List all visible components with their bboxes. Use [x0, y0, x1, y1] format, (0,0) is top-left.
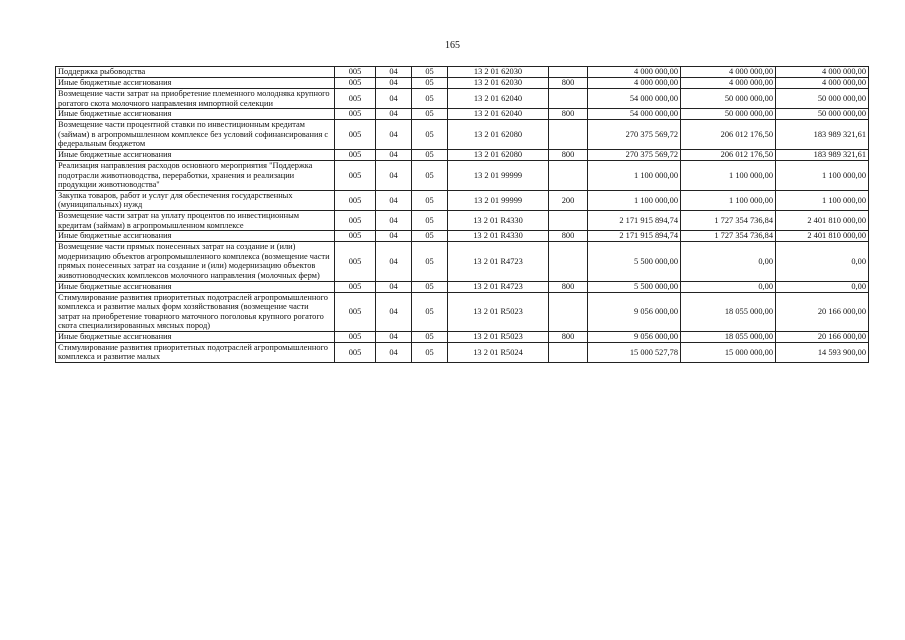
- cell-name: Иные бюджетные ассигнования: [56, 281, 335, 292]
- table-row: [56, 210, 869, 230]
- cell-year-2: 206 012 176,50: [681, 149, 776, 160]
- cell-ministry: 005: [335, 78, 376, 89]
- table-row: [56, 120, 869, 150]
- cell-subsection: 05: [412, 242, 448, 281]
- cell-target: 13 2 01 62040: [448, 89, 549, 109]
- cell-name: Стимулирование развития приоритетных подотраслей агропромышленного комплекса и развитие малых: [56, 342, 335, 362]
- cell-year-1: 1 100 000,00: [588, 190, 681, 210]
- cell-expense-type: 800: [549, 109, 588, 120]
- cell-year-1: 270 375 569,72: [588, 149, 681, 160]
- cell-expense-type: 800: [549, 231, 588, 242]
- table-row: [56, 160, 869, 190]
- table-row: [56, 331, 869, 342]
- cell-year-1: 54 000 000,00: [588, 89, 681, 109]
- table-row: [56, 149, 869, 160]
- cell-subsection: 05: [412, 281, 448, 292]
- cell-name: Реализация направления расходов основного мероприятия "Поддержка подотрасли животноводства, переработки, хранения и реализации продукции животноводства": [56, 160, 335, 190]
- table-row: [56, 281, 869, 292]
- cell-year-3: 183 989 321,61: [776, 149, 869, 160]
- cell-expense-type: [549, 210, 588, 230]
- cell-year-3: 14 593 900,00: [776, 342, 869, 362]
- cell-year-1: 5 500 000,00: [588, 242, 681, 281]
- cell-ministry: 005: [335, 210, 376, 230]
- cell-ministry: 005: [335, 149, 376, 160]
- cell-subsection: 05: [412, 109, 448, 120]
- cell-year-1: 9 056 000,00: [588, 292, 681, 331]
- cell-year-3: 20 166 000,00: [776, 292, 869, 331]
- cell-year-1: 5 500 000,00: [588, 281, 681, 292]
- cell-ministry: 005: [335, 190, 376, 210]
- cell-ministry: 005: [335, 292, 376, 331]
- cell-ministry: 005: [335, 331, 376, 342]
- cell-expense-type: [549, 160, 588, 190]
- cell-expense-type: [549, 292, 588, 331]
- cell-year-2: 206 012 176,50: [681, 120, 776, 150]
- cell-year-1: 2 171 915 894,74: [588, 231, 681, 242]
- cell-year-3: 50 000 000,00: [776, 109, 869, 120]
- cell-target: 13 2 01 R4330: [448, 210, 549, 230]
- cell-ministry: 005: [335, 120, 376, 150]
- cell-year-3: 4 000 000,00: [776, 67, 869, 78]
- cell-target: 13 2 01 62040: [448, 109, 549, 120]
- cell-section: 04: [376, 231, 412, 242]
- table-row: [56, 109, 869, 120]
- cell-subsection: 05: [412, 149, 448, 160]
- page-number: 165: [445, 40, 460, 51]
- cell-year-3: 1 100 000,00: [776, 160, 869, 190]
- cell-target: 13 2 01 R5024: [448, 342, 549, 362]
- cell-ministry: 005: [335, 89, 376, 109]
- cell-subsection: 05: [412, 210, 448, 230]
- cell-name: Поддержка рыбоводства: [56, 67, 335, 78]
- cell-year-3: 20 166 000,00: [776, 331, 869, 342]
- cell-target: 13 2 01 62080: [448, 149, 549, 160]
- cell-year-3: 0,00: [776, 281, 869, 292]
- cell-subsection: 05: [412, 78, 448, 89]
- cell-section: 04: [376, 292, 412, 331]
- cell-subsection: 05: [412, 160, 448, 190]
- cell-year-2: 1 727 354 736,84: [681, 210, 776, 230]
- cell-year-2: 18 055 000,00: [681, 292, 776, 331]
- cell-year-1: 15 000 527,78: [588, 342, 681, 362]
- table-row: [56, 292, 869, 331]
- cell-name: Иные бюджетные ассигнования: [56, 331, 335, 342]
- table-row: [56, 89, 869, 109]
- cell-expense-type: [549, 89, 588, 109]
- cell-year-3: 2 401 810 000,00: [776, 231, 869, 242]
- cell-subsection: 05: [412, 120, 448, 150]
- cell-year-2: 50 000 000,00: [681, 109, 776, 120]
- cell-section: 04: [376, 190, 412, 210]
- cell-name: Возмещение части затрат на приобретение племенного молодняка крупного рогатого скота молочного направления импортной селекции: [56, 89, 335, 109]
- cell-expense-type: 200: [549, 190, 588, 210]
- cell-target: 13 2 01 R4330: [448, 231, 549, 242]
- cell-section: 04: [376, 242, 412, 281]
- cell-year-1: 2 171 915 894,74: [588, 210, 681, 230]
- cell-year-2: 4 000 000,00: [681, 67, 776, 78]
- cell-name: Иные бюджетные ассигнования: [56, 78, 335, 89]
- cell-ministry: 005: [335, 160, 376, 190]
- table-row: [56, 231, 869, 242]
- cell-name: Закупка товаров, работ и услуг для обеспечения государственных (муниципальных) нужд: [56, 190, 335, 210]
- cell-subsection: 05: [412, 190, 448, 210]
- cell-target: 13 2 01 R4723: [448, 242, 549, 281]
- cell-name: Стимулирование развития приоритетных подотраслей агропромышленного комплекса и развитие малых форм хозяйствования (возмещение части затрат на приобретение товарного маточного поголовья крупного рогатого скота специализированных мясных пород): [56, 292, 335, 331]
- cell-name: Возмещение части процентной ставки по инвестиционным кредитам (займам) в агропромышленном комплексе без условий софинансирования с федеральным бюджетом: [56, 120, 335, 150]
- cell-target: 13 2 01 99999: [448, 160, 549, 190]
- cell-year-3: 2 401 810 000,00: [776, 210, 869, 230]
- cell-ministry: 005: [335, 342, 376, 362]
- cell-subsection: 05: [412, 67, 448, 78]
- cell-year-1: 4 000 000,00: [588, 67, 681, 78]
- cell-name: Возмещение части затрат на уплату процентов по инвестиционным кредитам (займам) в агропромышленном комплексе: [56, 210, 335, 230]
- cell-year-1: 9 056 000,00: [588, 331, 681, 342]
- cell-year-2: 15 000 000,00: [681, 342, 776, 362]
- cell-expense-type: 800: [549, 331, 588, 342]
- cell-name: Иные бюджетные ассигнования: [56, 109, 335, 120]
- cell-expense-type: 800: [549, 281, 588, 292]
- budget-table: [55, 66, 869, 363]
- cell-section: 04: [376, 149, 412, 160]
- cell-subsection: 05: [412, 342, 448, 362]
- cell-target: 13 2 01 R5023: [448, 331, 549, 342]
- cell-ministry: 005: [335, 109, 376, 120]
- table-row: [56, 190, 869, 210]
- cell-section: 04: [376, 342, 412, 362]
- cell-year-1: 4 000 000,00: [588, 78, 681, 89]
- cell-target: 13 2 01 62030: [448, 78, 549, 89]
- cell-subsection: 05: [412, 231, 448, 242]
- cell-target: 13 2 01 R5023: [448, 292, 549, 331]
- cell-name: Иные бюджетные ассигнования: [56, 231, 335, 242]
- cell-ministry: 005: [335, 242, 376, 281]
- table-row: [56, 78, 869, 89]
- cell-expense-type: [549, 342, 588, 362]
- cell-target: 13 2 01 62080: [448, 120, 549, 150]
- table-row: [56, 67, 869, 78]
- cell-year-1: 270 375 569,72: [588, 120, 681, 150]
- cell-year-3: 0,00: [776, 242, 869, 281]
- cell-name: Возмещение части прямых понесенных затрат на создание и (или) модернизацию объектов агропромышленного комплекса (возмещение части прямых понесенных затрат на создание и (или) модернизацию объектов животноводческих комплексов молочного направления (молочных ферм): [56, 242, 335, 281]
- cell-subsection: 05: [412, 331, 448, 342]
- cell-expense-type: 800: [549, 78, 588, 89]
- cell-year-3: 4 000 000,00: [776, 78, 869, 89]
- cell-expense-type: [549, 67, 588, 78]
- cell-target: 13 2 01 R4723: [448, 281, 549, 292]
- cell-section: 04: [376, 210, 412, 230]
- table-row: [56, 342, 869, 362]
- cell-year-3: 1 100 000,00: [776, 190, 869, 210]
- cell-year-3: 183 989 321,61: [776, 120, 869, 150]
- cell-year-2: 4 000 000,00: [681, 78, 776, 89]
- cell-section: 04: [376, 109, 412, 120]
- cell-section: 04: [376, 331, 412, 342]
- cell-section: 04: [376, 89, 412, 109]
- cell-name: Иные бюджетные ассигнования: [56, 149, 335, 160]
- cell-year-1: 54 000 000,00: [588, 109, 681, 120]
- cell-year-1: 1 100 000,00: [588, 160, 681, 190]
- cell-section: 04: [376, 120, 412, 150]
- cell-ministry: 005: [335, 67, 376, 78]
- cell-year-2: 1 100 000,00: [681, 190, 776, 210]
- cell-target: 13 2 01 99999: [448, 190, 549, 210]
- cell-subsection: 05: [412, 89, 448, 109]
- cell-year-2: 18 055 000,00: [681, 331, 776, 342]
- cell-year-2: 1 100 000,00: [681, 160, 776, 190]
- cell-target: 13 2 01 62030: [448, 67, 549, 78]
- table-row: [56, 242, 869, 281]
- cell-year-2: 50 000 000,00: [681, 89, 776, 109]
- cell-year-2: 1 727 354 736,84: [681, 231, 776, 242]
- cell-year-3: 50 000 000,00: [776, 89, 869, 109]
- cell-year-2: 0,00: [681, 281, 776, 292]
- cell-section: 04: [376, 67, 412, 78]
- cell-section: 04: [376, 281, 412, 292]
- cell-section: 04: [376, 160, 412, 190]
- cell-expense-type: 800: [549, 149, 588, 160]
- cell-subsection: 05: [412, 292, 448, 331]
- cell-expense-type: [549, 242, 588, 281]
- cell-section: 04: [376, 78, 412, 89]
- cell-ministry: 005: [335, 281, 376, 292]
- cell-year-2: 0,00: [681, 242, 776, 281]
- cell-ministry: 005: [335, 231, 376, 242]
- cell-expense-type: [549, 120, 588, 150]
